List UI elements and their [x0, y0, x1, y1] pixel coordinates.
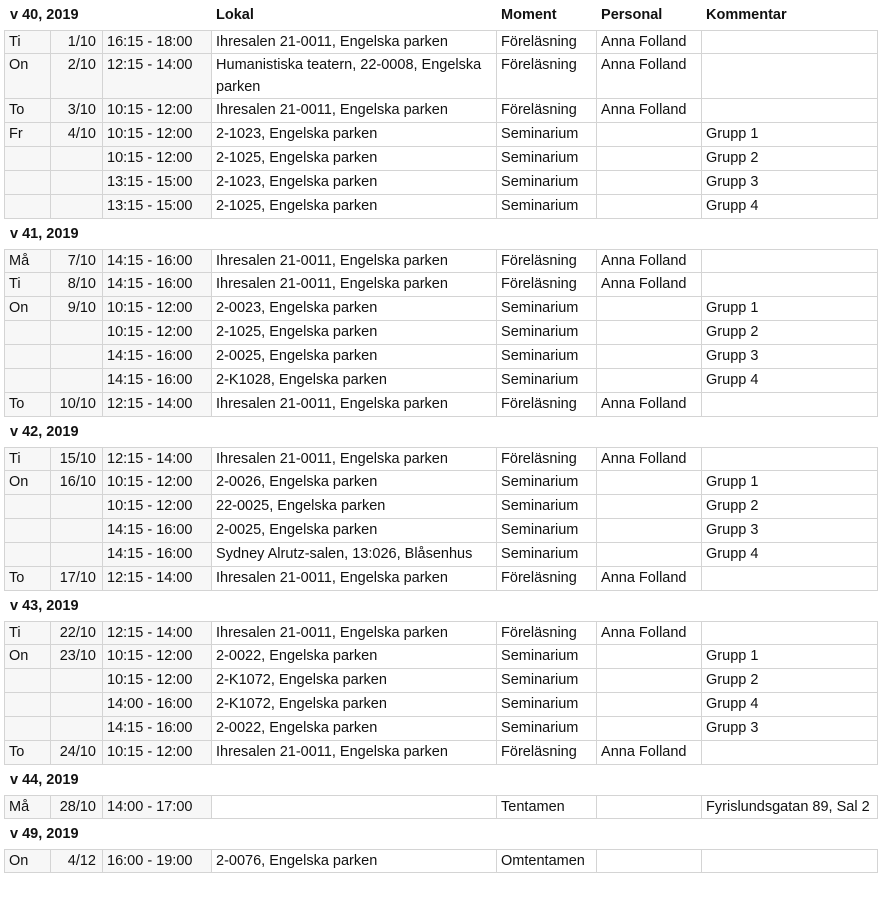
week-header-row: [4, 591, 878, 621]
day-cell: Fr: [4, 123, 51, 147]
table-row: [4, 171, 878, 195]
kommentar-cell: Grupp 4: [702, 369, 878, 393]
table-row: [4, 495, 878, 519]
moment-cell: Föreläsning: [497, 54, 597, 99]
kommentar-cell: Grupp 1: [702, 123, 878, 147]
day-cell: [4, 543, 51, 567]
time-cell: 14:15 - 16:00: [103, 273, 212, 297]
table-row: [4, 741, 878, 765]
table-row: [4, 30, 878, 54]
personal-cell: [597, 717, 702, 741]
personal-cell: [597, 123, 702, 147]
header-kommentar: [702, 417, 878, 447]
moment-cell: Seminarium: [497, 147, 597, 171]
kommentar-cell: [702, 741, 878, 765]
date-cell: 4/10: [51, 123, 103, 147]
header-lokal: [212, 765, 497, 795]
personal-cell: [597, 849, 702, 873]
kommentar-cell: [702, 249, 878, 273]
day-cell: To: [4, 99, 51, 123]
lokal-cell: Ihresalen 21-0011, Engelska parken: [212, 273, 497, 297]
table-row: [4, 123, 878, 147]
personal-cell: [597, 543, 702, 567]
date-cell: 1/10: [51, 30, 103, 54]
date-cell: 24/10: [51, 741, 103, 765]
kommentar-cell: [702, 621, 878, 645]
date-cell: [51, 369, 103, 393]
date-cell: 16/10: [51, 471, 103, 495]
header-kommentar: [702, 591, 878, 621]
date-cell: [51, 693, 103, 717]
week-label: v 43, 2019: [10, 598, 79, 614]
lokal-cell: Ihresalen 21-0011, Engelska parken: [212, 567, 497, 591]
header-moment: [497, 591, 597, 621]
personal-cell: Anna Folland: [597, 567, 702, 591]
lokal-cell: 2-K1072, Engelska parken: [212, 669, 497, 693]
personal-cell: [597, 297, 702, 321]
lokal-cell: 2-1025, Engelska parken: [212, 195, 497, 219]
table-row: [4, 669, 878, 693]
kommentar-cell: [702, 567, 878, 591]
kommentar-cell: Grupp 2: [702, 669, 878, 693]
date-cell: 22/10: [51, 621, 103, 645]
lokal-cell: Ihresalen 21-0011, Engelska parken: [212, 447, 497, 471]
header-moment: [497, 219, 597, 249]
time-cell: 10:15 - 12:00: [103, 669, 212, 693]
time-cell: 12:15 - 14:00: [103, 54, 212, 99]
kommentar-cell: Grupp 3: [702, 171, 878, 195]
date-cell: [51, 195, 103, 219]
kommentar-cell: Grupp 2: [702, 321, 878, 345]
personal-cell: [597, 693, 702, 717]
moment-cell: Föreläsning: [497, 621, 597, 645]
moment-cell: Seminarium: [497, 369, 597, 393]
week-header-row: [4, 819, 878, 849]
time-cell: 13:15 - 15:00: [103, 171, 212, 195]
week-table: [4, 219, 878, 417]
table-row: [4, 645, 878, 669]
time-cell: 12:15 - 14:00: [103, 447, 212, 471]
time-cell: 12:15 - 14:00: [103, 393, 212, 417]
header-lokal: [212, 219, 497, 249]
lokal-cell: Ihresalen 21-0011, Engelska parken: [212, 741, 497, 765]
moment-cell: Föreläsning: [497, 99, 597, 123]
table-row: [4, 567, 878, 591]
table-row: [4, 147, 878, 171]
lokal-cell: 2-0023, Engelska parken: [212, 297, 497, 321]
time-cell: 14:00 - 17:00: [103, 795, 212, 819]
header-personal: Personal: [601, 7, 663, 23]
time-cell: 14:15 - 16:00: [103, 519, 212, 543]
day-cell: To: [4, 741, 51, 765]
day-cell: On: [4, 297, 51, 321]
time-cell: 14:00 - 16:00: [103, 693, 212, 717]
table-row: [4, 393, 878, 417]
table-row: [4, 321, 878, 345]
kommentar-cell: [702, 99, 878, 123]
moment-cell: Seminarium: [497, 645, 597, 669]
time-cell: 10:15 - 12:00: [103, 321, 212, 345]
week-header-row: [4, 219, 878, 249]
kommentar-cell: Grupp 4: [702, 195, 878, 219]
moment-cell: Föreläsning: [497, 741, 597, 765]
personal-cell: [597, 669, 702, 693]
kommentar-cell: [702, 393, 878, 417]
table-row: [4, 849, 878, 873]
personal-cell: [597, 345, 702, 369]
moment-cell: Seminarium: [497, 669, 597, 693]
personal-cell: [597, 147, 702, 171]
lokal-cell: 2-1023, Engelska parken: [212, 123, 497, 147]
table-row: [4, 519, 878, 543]
table-row: [4, 273, 878, 297]
table-row: [4, 447, 878, 471]
day-cell: To: [4, 567, 51, 591]
time-cell: 10:15 - 12:00: [103, 147, 212, 171]
time-cell: 10:15 - 12:00: [103, 123, 212, 147]
personal-cell: Anna Folland: [597, 30, 702, 54]
table-row: [4, 249, 878, 273]
day-cell: Ti: [4, 621, 51, 645]
header-personal: [597, 765, 702, 795]
moment-cell: Seminarium: [497, 195, 597, 219]
table-row: [4, 471, 878, 495]
time-cell: 12:15 - 14:00: [103, 567, 212, 591]
date-cell: 15/10: [51, 447, 103, 471]
day-cell: [4, 195, 51, 219]
moment-cell: Seminarium: [497, 171, 597, 195]
schedule: [4, 0, 882, 873]
moment-cell: Seminarium: [497, 717, 597, 741]
date-cell: [51, 543, 103, 567]
header-moment: Moment: [501, 7, 557, 23]
kommentar-cell: [702, 54, 878, 99]
time-cell: 10:15 - 12:00: [103, 471, 212, 495]
time-cell: 10:15 - 12:00: [103, 645, 212, 669]
day-cell: [4, 669, 51, 693]
kommentar-cell: [702, 30, 878, 54]
table-row: [4, 621, 878, 645]
lokal-cell: Ihresalen 21-0011, Engelska parken: [212, 99, 497, 123]
table-row: [4, 345, 878, 369]
date-cell: 8/10: [51, 273, 103, 297]
time-cell: 14:15 - 16:00: [103, 345, 212, 369]
moment-cell: Seminarium: [497, 495, 597, 519]
personal-cell: Anna Folland: [597, 447, 702, 471]
week-table: [4, 819, 878, 873]
personal-cell: [597, 195, 702, 219]
header-personal: [597, 219, 702, 249]
day-cell: [4, 369, 51, 393]
time-cell: 14:15 - 16:00: [103, 717, 212, 741]
personal-cell: [597, 171, 702, 195]
week-header-row: [4, 765, 878, 795]
kommentar-cell: [702, 447, 878, 471]
lokal-cell: 2-K1028, Engelska parken: [212, 369, 497, 393]
personal-cell: Anna Folland: [597, 393, 702, 417]
table-row: [4, 693, 878, 717]
week-table: [4, 591, 878, 765]
date-cell: 2/10: [51, 54, 103, 99]
moment-cell: Föreläsning: [497, 30, 597, 54]
date-cell: [51, 345, 103, 369]
lokal-cell: Ihresalen 21-0011, Engelska parken: [212, 393, 497, 417]
header-lokal: Lokal: [216, 7, 254, 23]
personal-cell: [597, 369, 702, 393]
date-cell: [51, 171, 103, 195]
header-lokal: [212, 819, 497, 849]
day-cell: [4, 147, 51, 171]
moment-cell: Seminarium: [497, 297, 597, 321]
time-cell: 12:15 - 14:00: [103, 621, 212, 645]
personal-cell: [597, 471, 702, 495]
moment-cell: Föreläsning: [497, 273, 597, 297]
week-label: v 42, 2019: [10, 424, 79, 440]
time-cell: 10:15 - 12:00: [103, 99, 212, 123]
date-cell: [51, 321, 103, 345]
table-row: [4, 369, 878, 393]
table-row: [4, 195, 878, 219]
header-kommentar: [702, 765, 878, 795]
lokal-cell: Ihresalen 21-0011, Engelska parken: [212, 621, 497, 645]
kommentar-cell: Grupp 1: [702, 645, 878, 669]
moment-cell: Föreläsning: [497, 393, 597, 417]
personal-cell: Anna Folland: [597, 621, 702, 645]
lokal-cell: 2-1025, Engelska parken: [212, 321, 497, 345]
date-cell: [51, 495, 103, 519]
date-cell: [51, 669, 103, 693]
time-cell: 13:15 - 15:00: [103, 195, 212, 219]
date-cell: 4/12: [51, 849, 103, 873]
time-cell: 14:15 - 16:00: [103, 249, 212, 273]
personal-cell: [597, 321, 702, 345]
day-cell: [4, 519, 51, 543]
moment-cell: Föreläsning: [497, 249, 597, 273]
lokal-cell: 2-1025, Engelska parken: [212, 147, 497, 171]
lokal-cell: 2-K1072, Engelska parken: [212, 693, 497, 717]
week-table: [4, 765, 878, 819]
table-row: [4, 99, 878, 123]
header-kommentar: [702, 819, 878, 849]
day-cell: [4, 717, 51, 741]
lokal-cell: Ihresalen 21-0011, Engelska parken: [212, 30, 497, 54]
date-cell: [51, 147, 103, 171]
header-kommentar: [702, 219, 878, 249]
moment-cell: Seminarium: [497, 321, 597, 345]
header-moment: [497, 819, 597, 849]
personal-cell: Anna Folland: [597, 273, 702, 297]
lokal-cell: [212, 795, 497, 819]
week-table: [4, 0, 878, 219]
day-cell: On: [4, 645, 51, 669]
personal-cell: Anna Folland: [597, 249, 702, 273]
week-header-row: [4, 0, 878, 30]
moment-cell: Seminarium: [497, 543, 597, 567]
moment-cell: Seminarium: [497, 519, 597, 543]
header-personal: [597, 417, 702, 447]
header-personal: [597, 819, 702, 849]
week-table: [4, 417, 878, 591]
kommentar-cell: Grupp 2: [702, 495, 878, 519]
lokal-cell: Sydney Alrutz-salen, 13:026, Blåsenhus: [212, 543, 497, 567]
moment-cell: Föreläsning: [497, 447, 597, 471]
personal-cell: [597, 795, 702, 819]
kommentar-cell: [702, 849, 878, 873]
time-cell: 16:15 - 18:00: [103, 30, 212, 54]
kommentar-cell: Grupp 3: [702, 345, 878, 369]
day-cell: On: [4, 54, 51, 99]
moment-cell: Seminarium: [497, 471, 597, 495]
moment-cell: Föreläsning: [497, 567, 597, 591]
lokal-cell: 2-1023, Engelska parken: [212, 171, 497, 195]
kommentar-cell: Grupp 1: [702, 297, 878, 321]
lokal-cell: 2-0022, Engelska parken: [212, 645, 497, 669]
day-cell: Ti: [4, 273, 51, 297]
week-label: v 40, 2019: [10, 7, 79, 23]
day-cell: [4, 495, 51, 519]
time-cell: 10:15 - 12:00: [103, 297, 212, 321]
table-row: [4, 795, 878, 819]
personal-cell: Anna Folland: [597, 741, 702, 765]
date-cell: 9/10: [51, 297, 103, 321]
date-cell: 3/10: [51, 99, 103, 123]
day-cell: [4, 345, 51, 369]
table-row: [4, 543, 878, 567]
time-cell: 16:00 - 19:00: [103, 849, 212, 873]
header-kommentar: Kommentar: [706, 7, 787, 23]
moment-cell: Seminarium: [497, 693, 597, 717]
table-row: [4, 717, 878, 741]
header-moment: [497, 765, 597, 795]
kommentar-cell: [702, 273, 878, 297]
moment-cell: Tentamen: [497, 795, 597, 819]
header-lokal: [212, 591, 497, 621]
day-cell: [4, 693, 51, 717]
week-label: v 44, 2019: [10, 772, 79, 788]
lokal-cell: Ihresalen 21-0011, Engelska parken: [212, 249, 497, 273]
time-cell: 10:15 - 12:00: [103, 741, 212, 765]
time-cell: 14:15 - 16:00: [103, 369, 212, 393]
date-cell: 17/10: [51, 567, 103, 591]
date-cell: [51, 519, 103, 543]
time-cell: 14:15 - 16:00: [103, 543, 212, 567]
kommentar-cell: Grupp 3: [702, 519, 878, 543]
date-cell: [51, 717, 103, 741]
table-row: [4, 297, 878, 321]
date-cell: 23/10: [51, 645, 103, 669]
lokal-cell: 2-0022, Engelska parken: [212, 717, 497, 741]
header-personal: [597, 591, 702, 621]
lokal-cell: 2-0076, Engelska parken: [212, 849, 497, 873]
header-moment: [497, 417, 597, 447]
kommentar-cell: Fyrislundsgatan 89, Sal 2: [702, 795, 878, 819]
moment-cell: Seminarium: [497, 345, 597, 369]
day-cell: [4, 171, 51, 195]
day-cell: [4, 321, 51, 345]
personal-cell: Anna Folland: [597, 54, 702, 99]
day-cell: Må: [4, 249, 51, 273]
date-cell: 28/10: [51, 795, 103, 819]
lokal-cell: Humanistiska teatern, 22-0008, Engelska parken: [212, 54, 497, 99]
table-row: [4, 54, 878, 99]
date-cell: 10/10: [51, 393, 103, 417]
kommentar-cell: Grupp 4: [702, 543, 878, 567]
week-header-row: [4, 417, 878, 447]
time-cell: 10:15 - 12:00: [103, 495, 212, 519]
kommentar-cell: Grupp 3: [702, 717, 878, 741]
day-cell: On: [4, 471, 51, 495]
lokal-cell: 2-0026, Engelska parken: [212, 471, 497, 495]
moment-cell: Omtentamen: [497, 849, 597, 873]
kommentar-cell: Grupp 1: [702, 471, 878, 495]
day-cell: Ti: [4, 447, 51, 471]
lokal-cell: 2-0025, Engelska parken: [212, 345, 497, 369]
day-cell: To: [4, 393, 51, 417]
lokal-cell: 2-0025, Engelska parken: [212, 519, 497, 543]
personal-cell: Anna Folland: [597, 99, 702, 123]
day-cell: Ti: [4, 30, 51, 54]
personal-cell: [597, 645, 702, 669]
date-cell: 7/10: [51, 249, 103, 273]
lokal-cell: 22-0025, Engelska parken: [212, 495, 497, 519]
moment-cell: Seminarium: [497, 123, 597, 147]
day-cell: Må: [4, 795, 51, 819]
week-label: v 49, 2019: [10, 826, 79, 842]
day-cell: On: [4, 849, 51, 873]
week-label: v 41, 2019: [10, 226, 79, 242]
kommentar-cell: Grupp 2: [702, 147, 878, 171]
personal-cell: [597, 519, 702, 543]
kommentar-cell: Grupp 4: [702, 693, 878, 717]
personal-cell: [597, 495, 702, 519]
header-lokal: [212, 417, 497, 447]
